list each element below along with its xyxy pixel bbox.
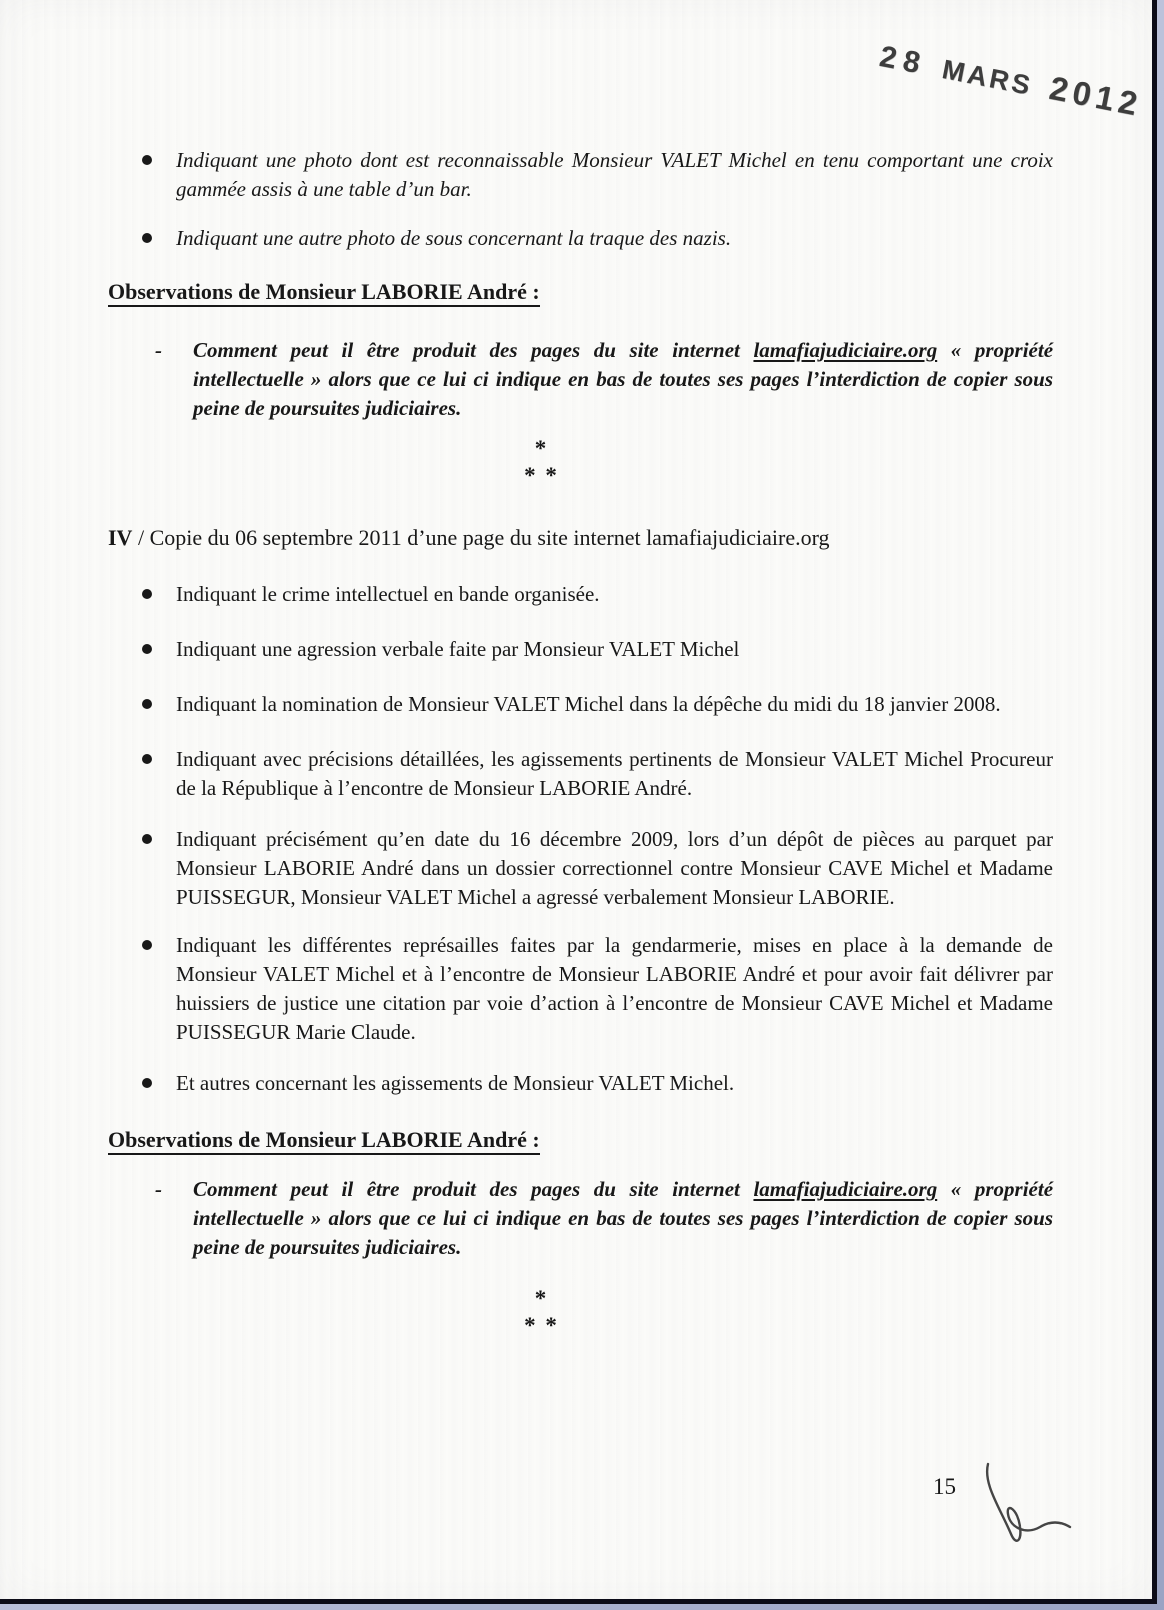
observation-dash-item-1	[108, 336, 1053, 423]
bullet-dot-icon	[142, 589, 152, 599]
dash-marker: -	[155, 338, 162, 362]
observations-heading-1: Observations de Monsieur LABORIE André :	[108, 278, 1053, 305]
section-separator-2	[69, 1285, 1014, 1339]
site-link-text: lamafiajudiciaire.org	[753, 1177, 938, 1201]
observation-dash-item-2	[108, 1175, 1053, 1262]
iv-bullet-3	[108, 690, 1053, 719]
observation-text-after-link: « propriété intellectuelle » alors que ce lui ci indique en bas de toutes ses pages l’interdiction de copier sous peine de poursuites judiciaires.	[193, 1177, 1054, 1259]
section-iv-title-text: / Copie du 06 septembre 2011 d’une page du site internet lamafiajudiciaire.org	[132, 525, 830, 550]
page-number: 15	[933, 1474, 956, 1499]
observation-text-after-link: « propriété intellectuelle » alors que ce lui ci indique en bas de toutes ses pages l’interdiction de copier sous peine de poursuites judiciaires.	[193, 338, 1054, 420]
site-link-text: lamafiajudiciaire.org	[753, 338, 938, 362]
bullet-dot-icon	[142, 699, 152, 709]
bullet-dot-icon	[142, 155, 152, 165]
iv-bullet-1	[108, 580, 1053, 609]
section-iv-title	[108, 523, 1053, 552]
observation-text-before-link: Comment peut il être produit des pages du site internet	[193, 338, 754, 362]
separator-star-line-1: *	[534, 436, 549, 461]
iv-bullet-7-text: Et autres concernant les agissements de Monsieur VALET Michel.	[176, 1071, 735, 1095]
bullet-dot-icon	[142, 644, 152, 654]
bullet-dot-icon	[142, 754, 152, 764]
intro-bullet-2	[108, 224, 1053, 253]
bullet-dot-icon	[142, 940, 152, 950]
separator-star-line-2: * *	[524, 1313, 559, 1338]
iv-bullet-4	[108, 745, 1053, 803]
iv-bullet-6	[108, 931, 1053, 1047]
stamp-day: 28	[876, 39, 930, 82]
bullet-dot-icon	[142, 834, 152, 844]
stamp-year: 2012	[1046, 68, 1146, 124]
iv-bullet-3-text: Indiquant la nomination de Monsieur VALET Michel dans la dépêche du midi du 18 janvier 2008.	[176, 692, 1001, 716]
iv-bullet-4-text: Indiquant avec précisions détaillées, les agissements pertinents de Monsieur VALET Michel Procureur de la République à l’encontre de Monsieur LABORIE André.	[176, 747, 1053, 800]
iv-bullet-5	[108, 825, 1053, 912]
iv-bullet-1-text: Indiquant le crime intellectuel en bande organisée.	[176, 582, 600, 606]
intro-bullet-2-text: Indiquant une autre photo de sous concernant la traque des nazis.	[176, 226, 732, 250]
intro-bullet-1-text: Indiquant une photo dont est reconnaissable Monsieur VALET Michel en tenu comportant une croix gammée assis à une table d’un bar.	[176, 148, 1053, 201]
iv-bullet-6-text: Indiquant les différentes représailles faites par la gendarmerie, mises en place à la demande de Monsieur VALET Michel et à l’encontre de Monsieur LABORIE André et pour avoir fait délivrer par huissiers de justice une citation par voie d’action à l’encontre de Monsieur CAVE Michel et Madame PUISSEGUR Marie Claude.	[176, 933, 1053, 1044]
intro-bullet-1	[108, 146, 1053, 204]
bullet-dot-icon	[142, 1078, 152, 1088]
separator-star-line-1: *	[534, 1286, 549, 1311]
section-separator-1	[69, 435, 1014, 489]
dash-marker: -	[155, 1177, 162, 1201]
iv-bullet-7	[108, 1069, 1053, 1098]
stamp-month: MARS	[939, 54, 1036, 101]
iv-bullet-2	[108, 635, 1053, 664]
iv-bullet-5-text: Indiquant précisément qu’en date du 16 décembre 2009, lors d’un dépôt de pièces au parquet par Monsieur LABORIE André dans un dossier correctionnel contre Monsieur CAVE Michel et Madame PUISSEGUR, Monsieur VALET Michel a agressé verbalement Monsieur LABORIE.	[176, 827, 1053, 909]
observation-text-before-link: Comment peut il être produit des pages du site internet	[193, 1177, 754, 1201]
iv-bullet-2-text: Indiquant une agression verbale faite par Monsieur VALET Michel	[176, 637, 740, 661]
handwritten-signature	[964, 1442, 1076, 1554]
observations-heading-2: Observations de Monsieur LABORIE André :	[108, 1126, 1053, 1153]
separator-star-line-2: * *	[524, 463, 559, 488]
bullet-dot-icon	[142, 233, 152, 243]
section-iv-numeral: IV	[108, 525, 133, 550]
